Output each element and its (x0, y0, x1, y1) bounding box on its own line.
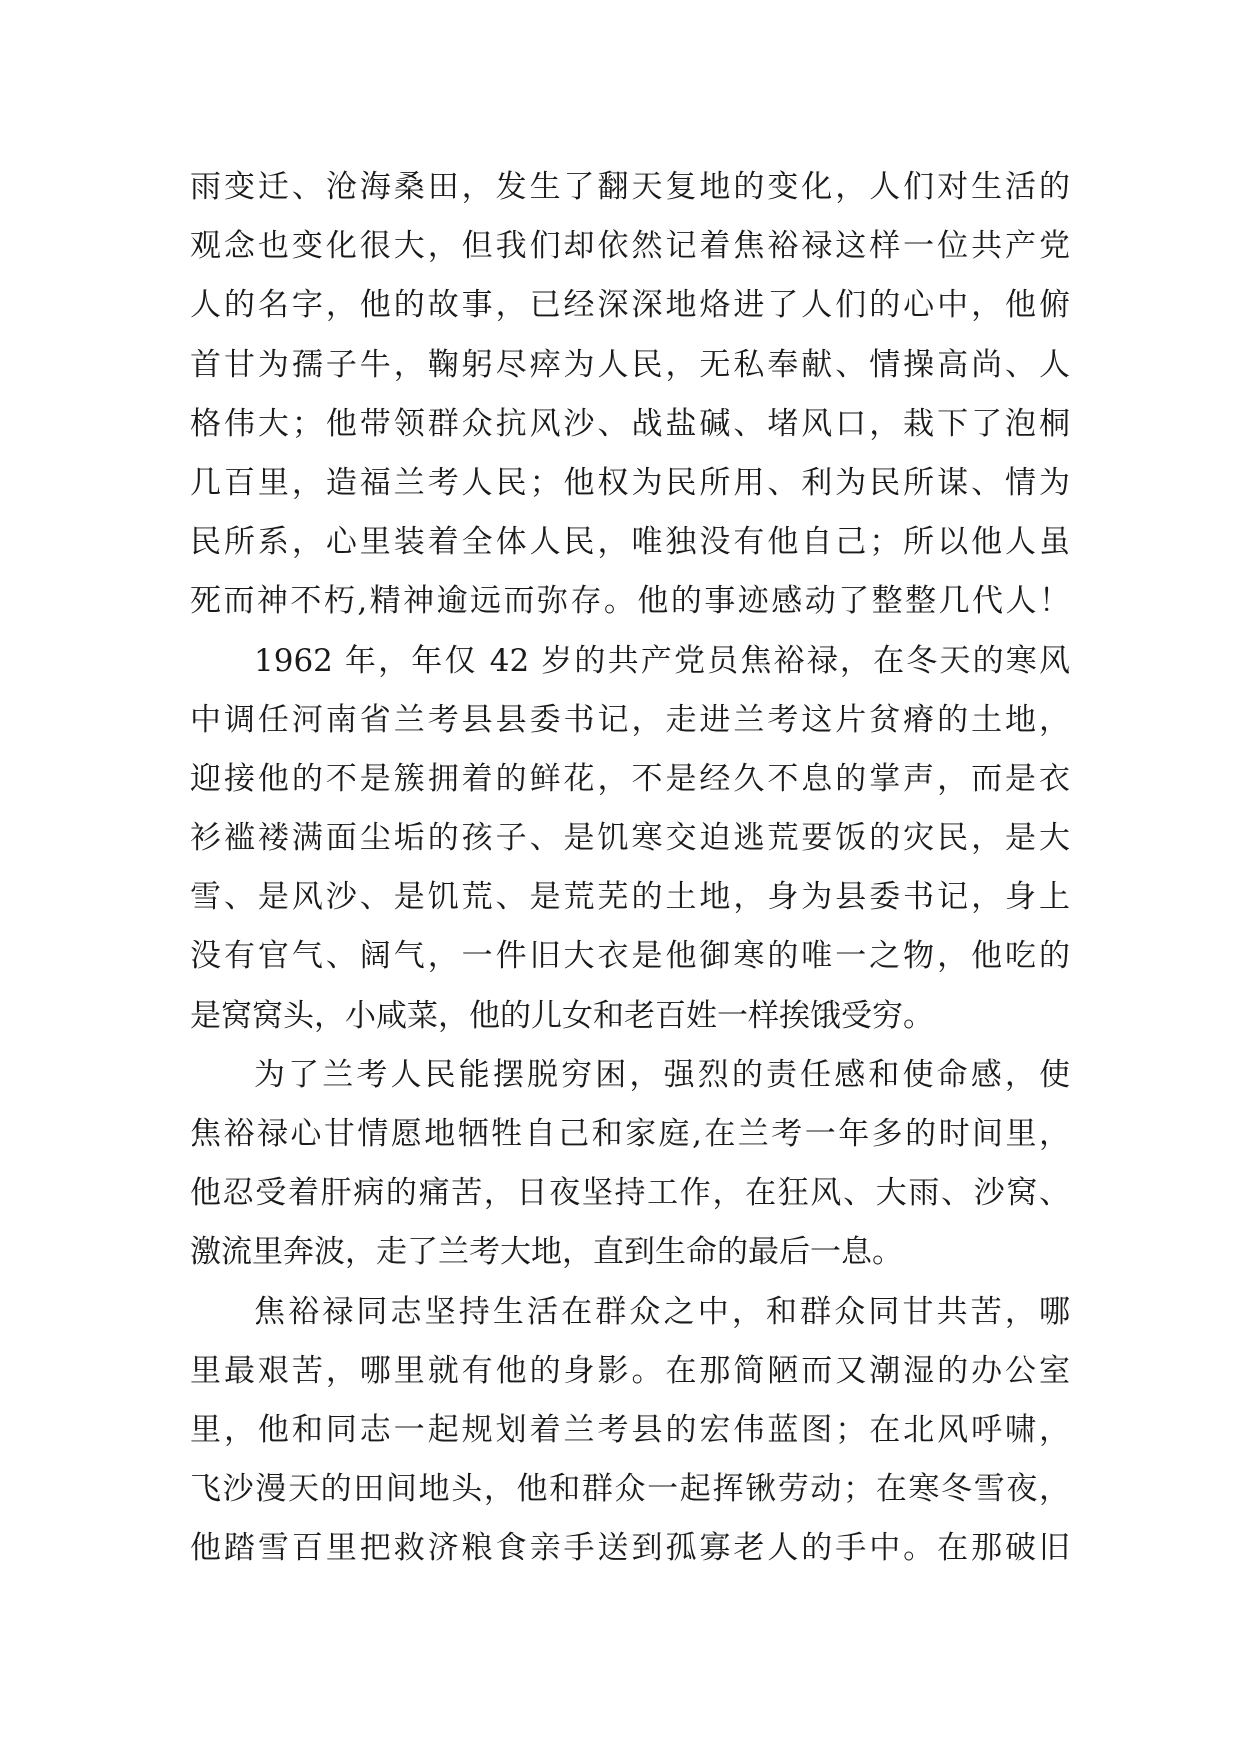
text-line: 焦裕禄同志坚持生活在群众之中，和群众同甘共苦，哪 (254, 1293, 1070, 1330)
text-line: 衫褴褛满面尘垢的孩子、是饥寒交迫逃荒要饭的灾民，是大 (190, 820, 1070, 857)
text-line: 首甘为孺子牛，鞠躬尽瘁为人民，无私奉献、情操高尚、人 (190, 346, 1070, 383)
text-line: 没有官气、阔气，一件旧大衣是他御寒的唯一之物，他吃的 (190, 938, 1070, 975)
text-line: 雪、是风沙、是饥荒、是荒芜的土地，身为县委书记，身上 (190, 879, 1070, 916)
text-line: 里，他和同志一起规划着兰考县的宏伟蓝图；在北风呼啸， (190, 1411, 1070, 1448)
text-line: 为了兰考人民能摆脱穷困，强烈的责任感和使命感，使 (254, 1056, 1070, 1093)
text-line: 几百里，造福兰考人民；他权为民所用、利为民所谋、情为 (190, 464, 1070, 501)
text-line: 格伟大；他带领群众抗风沙、战盐碱、堵风口，栽下了泡桐 (190, 405, 1070, 442)
text-line: 雨变迁、沧海桑田，发生了翻天复地的变化，人们对生活的 (190, 169, 1070, 205)
text-line: 1962 年，年仅 42 岁的共产党员焦裕禄，在冬天的寒风 (254, 642, 1070, 679)
text-line: 中调任河南省兰考县县委书记，走进兰考这片贫瘠的土地， (190, 701, 1070, 738)
text-line: 激流里奔波，走了兰考大地，直到生命的最后一息。 (190, 1234, 903, 1271)
text-line: 死而神不朽,精神逾远而弥存。他的事迹感动了整整几代人！ (190, 583, 1070, 620)
text-line: 是窝窝头，小咸菜，他的儿女和老百姓一样挨饿受穷。 (190, 997, 934, 1034)
body-text (190, 158, 1070, 1579)
text-line: 人的名字，他的故事，已经深深地烙进了人们的心中，他俯 (190, 287, 1070, 324)
text-line: 他忍受着肝病的痛苦，日夜坚持工作，在狂风、大雨、沙窝、 (190, 1175, 1070, 1212)
text-line: 迎接他的不是簇拥着的鲜花，不是经久不息的掌声，而是衣 (190, 760, 1070, 797)
text-line: 民所系，心里装着全体人民，唯独没有他自己；所以他人虽 (190, 524, 1070, 561)
text-line: 焦裕禄心甘情愿地牺牲自己和家庭,在兰考一年多的时间里， (190, 1116, 1070, 1152)
text-line: 飞沙漫天的田间地头，他和群众一起挥锹劳动；在寒冬雪夜， (190, 1471, 1070, 1508)
text-line: 他踏雪百里把救济粮食亲手送到孤寡老人的手中。在那破旧 (190, 1530, 1070, 1567)
text-line: 观念也变化很大，但我们却依然记着焦裕禄这样一位共产党 (190, 228, 1070, 265)
text-line: 里最艰苦，哪里就有他的身影。在那简陋而又潮湿的办公室 (190, 1352, 1070, 1389)
